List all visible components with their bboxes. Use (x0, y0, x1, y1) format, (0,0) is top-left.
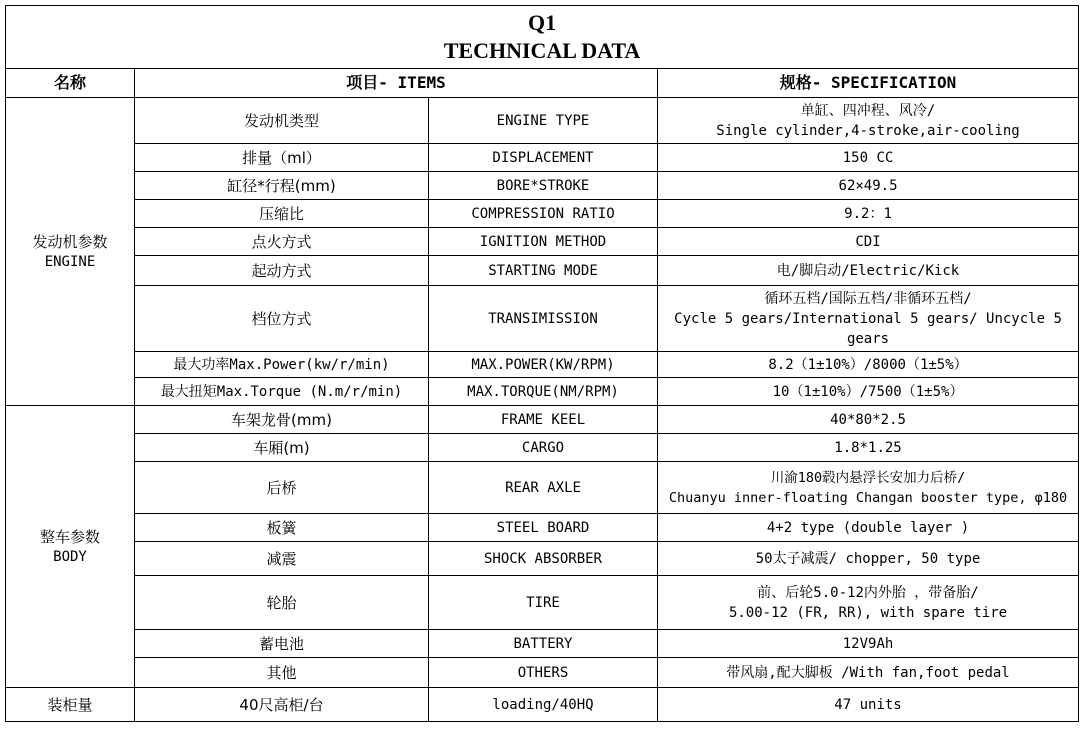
item-zh: 最大功率Max.Power(kw/r/min) (135, 352, 429, 378)
spec-line: 川渝180毂内悬浮长安加力后桥/ (770, 469, 966, 486)
header-items: 项目- ITEMS (135, 69, 658, 98)
item-en: TRANSIMISSION (429, 286, 658, 352)
table-row (6, 406, 1079, 434)
spec-value: 50太子减震/ chopper, 50 type (658, 542, 1079, 576)
loading-label: 装柜量 (6, 688, 135, 722)
section-body-label-zh: 整车参数 (39, 527, 100, 546)
item-en: BATTERY (429, 630, 658, 658)
header-spec: 规格- SPECIFICATION (658, 69, 1079, 98)
spec-line: Cycle 5 gears/International 5 gears/ Uncycle 5 (674, 310, 1062, 327)
spec-value (658, 286, 1079, 352)
spec-value: 150 CC (658, 144, 1079, 172)
loading-item-zh: 40尺高柜/台 (135, 688, 429, 722)
item-zh: 最大扭矩Max.Torque (N.m/r/min) (135, 378, 429, 406)
item-en: CARGO (429, 434, 658, 462)
item-zh: 排量（ml） (135, 144, 429, 172)
table-row (6, 200, 1079, 228)
item-zh: 减震 (135, 542, 429, 576)
item-zh: 缸径*行程(mm) (135, 172, 429, 200)
table-row-loading (6, 688, 1079, 722)
spec-value: 62×49.5 (658, 172, 1079, 200)
table-row (6, 286, 1079, 352)
table-row (6, 144, 1079, 172)
item-en: MAX.POWER(KW/RPM) (429, 352, 658, 378)
item-zh: 车厢(m) (135, 434, 429, 462)
table-row (6, 514, 1079, 542)
item-en: IGNITION METHOD (429, 228, 658, 256)
item-zh: 蓄电池 (135, 630, 429, 658)
section-engine-label-zh: 发动机参数 (32, 232, 108, 251)
model-name: Q1 (527, 10, 557, 35)
item-en: COMPRESSION RATIO (429, 200, 658, 228)
item-zh: 发动机类型 (135, 98, 429, 144)
item-en: OTHERS (429, 658, 658, 688)
table-row (6, 378, 1079, 406)
section-engine (6, 98, 135, 406)
section-body (6, 406, 135, 688)
spec-line: gears (846, 330, 890, 347)
item-zh: 其他 (135, 658, 429, 688)
item-zh: 起动方式 (135, 256, 429, 286)
item-zh: 档位方式 (135, 286, 429, 352)
spec-value: 12V9Ah (658, 630, 1079, 658)
technical-data-table (5, 5, 1079, 722)
spec-value: 9.2：1 (658, 200, 1079, 228)
spec-value: 40*80*2.5 (658, 406, 1079, 434)
section-body-label-en: BODY (53, 548, 87, 565)
spec-line: 单缸、四冲程、风冷/ (800, 102, 936, 119)
spec-line: 5.00-12 (FR, RR), with spare tire (728, 604, 1008, 621)
item-en: MAX.TORQUE(NM/RPM) (429, 378, 658, 406)
table-row (6, 172, 1079, 200)
item-zh: 压缩比 (135, 200, 429, 228)
table-row (6, 542, 1079, 576)
spec-line: Single cylinder,4-stroke,air-cooling (716, 122, 1020, 139)
item-en: STARTING MODE (429, 256, 658, 286)
loading-value: 47 units (658, 688, 1079, 722)
table-row (6, 434, 1079, 462)
item-zh: 点火方式 (135, 228, 429, 256)
spec-value: 8.2（1±10%）/8000（1±5%） (658, 352, 1079, 378)
spec-value: 10（1±10%）/7500（1±5%） (658, 378, 1079, 406)
table-row (6, 256, 1079, 286)
table-row (6, 98, 1079, 144)
item-en: BORE*STROKE (429, 172, 658, 200)
spec-value: 带风扇,配大脚板 /With fan,foot pedal (658, 658, 1079, 688)
item-en: REAR AXLE (429, 462, 658, 514)
table-subtitle: TECHNICAL DATA (443, 38, 641, 63)
table-row (6, 658, 1079, 688)
spec-value: 电/脚启动/Electric/Kick (658, 256, 1079, 286)
table-row (6, 462, 1079, 514)
spec-value (658, 98, 1079, 144)
spec-value: 4+2 type (double layer ) (658, 514, 1079, 542)
item-zh: 车架龙骨(mm) (135, 406, 429, 434)
table-row (6, 228, 1079, 256)
table-title (6, 6, 1079, 69)
spec-value (658, 576, 1079, 630)
spec-value: 1.8*1.25 (658, 434, 1079, 462)
spec-line: Chuanyu inner-floating Changan booster type, φ180 (668, 489, 1068, 506)
item-en: STEEL BOARD (429, 514, 658, 542)
item-zh: 后桥 (135, 462, 429, 514)
spec-value (658, 462, 1079, 514)
spec-line: 前、后轮5.0-12内外胎 ，带备胎/ (757, 584, 979, 601)
table-row (6, 352, 1079, 378)
item-en: TIRE (429, 576, 658, 630)
item-en: DISPLACEMENT (429, 144, 658, 172)
header-name: 名称 (6, 69, 135, 98)
item-en: FRAME KEEL (429, 406, 658, 434)
loading-item-en: loading/40HQ (429, 688, 658, 722)
item-en: ENGINE TYPE (429, 98, 658, 144)
spec-value: CDI (658, 228, 1079, 256)
section-engine-label-en: ENGINE (44, 253, 96, 270)
table-row (6, 576, 1079, 630)
item-zh: 轮胎 (135, 576, 429, 630)
table-row (6, 630, 1079, 658)
spec-line: 循环五档/国际五档/非循环五档/ (764, 290, 972, 307)
item-zh: 板簧 (135, 514, 429, 542)
item-en: SHOCK ABSORBER (429, 542, 658, 576)
